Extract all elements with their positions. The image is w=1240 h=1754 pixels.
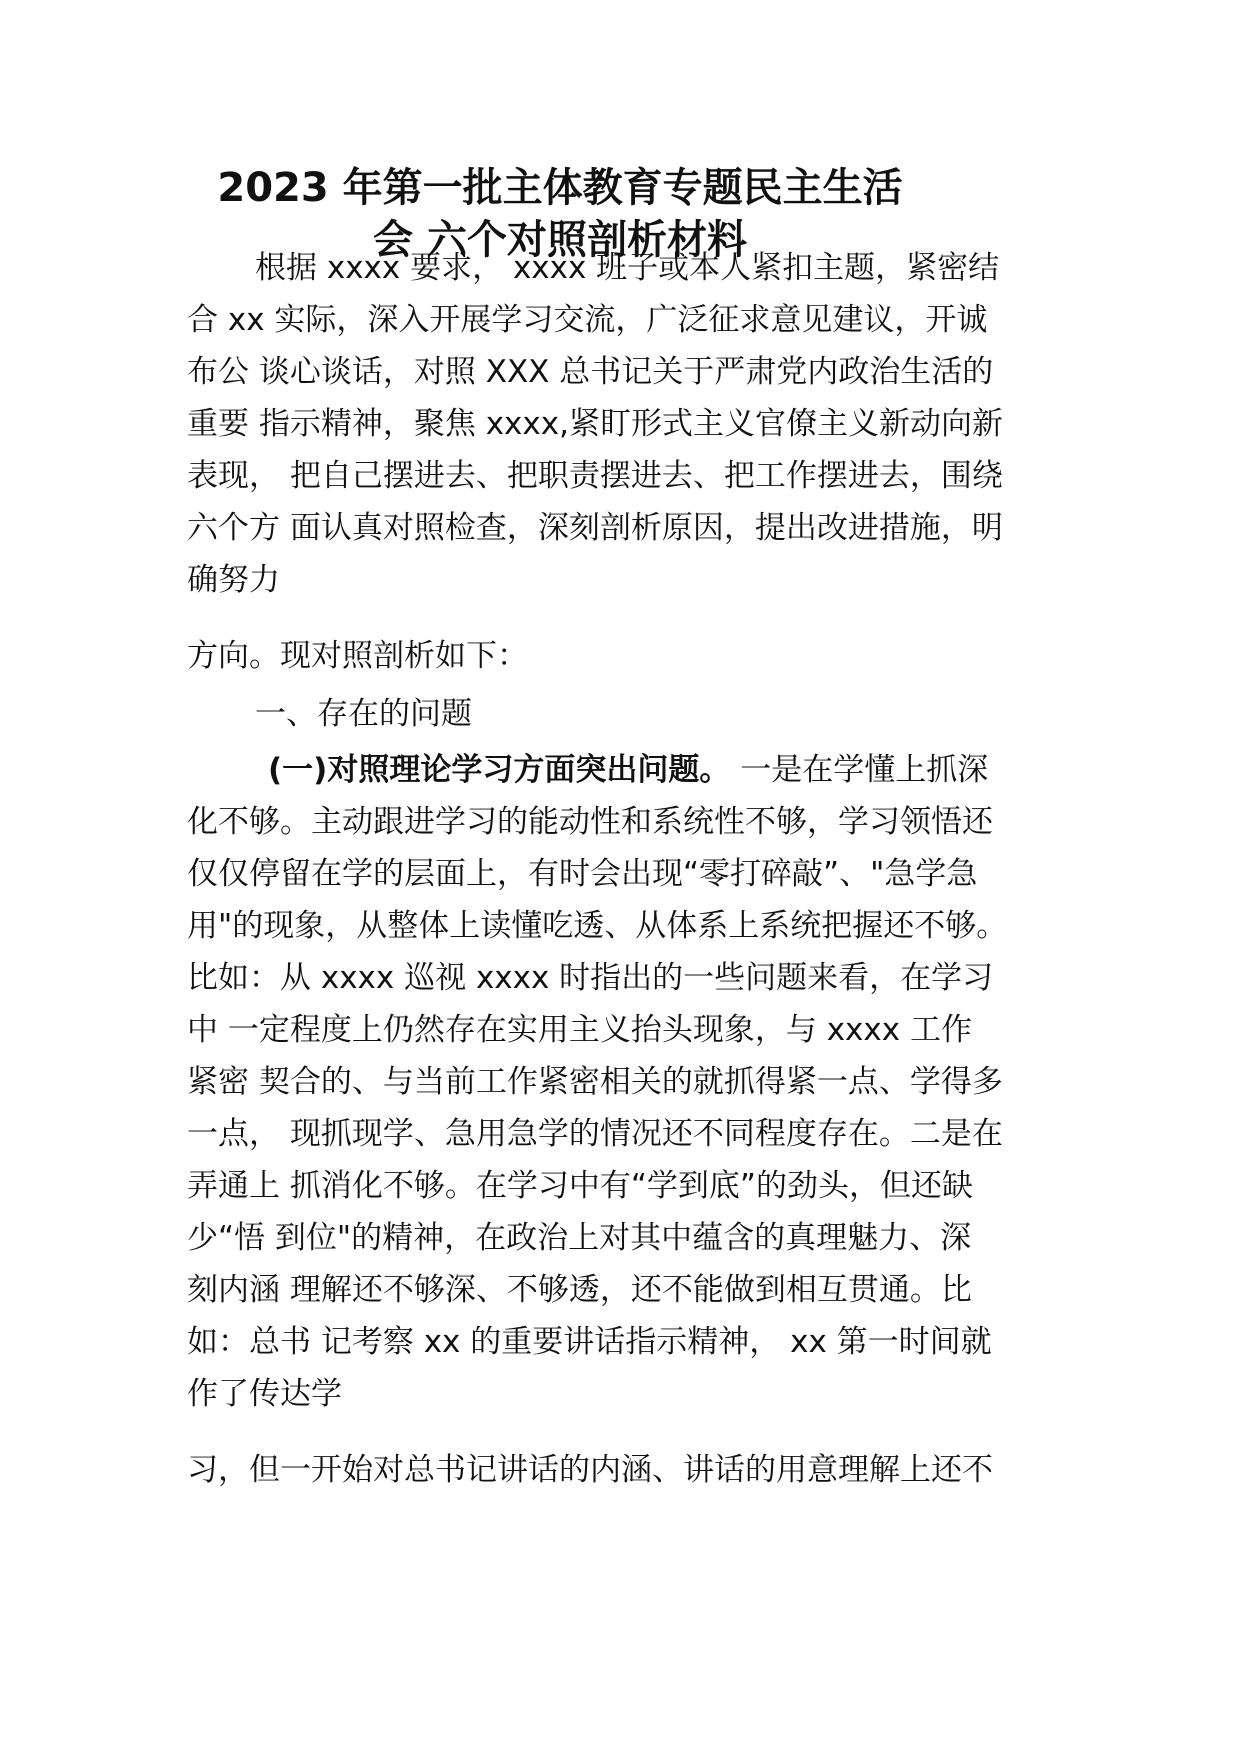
body-last-line: 习，但一开始对总书记讲话的内涵、讲话的用意理解上还不 [187, 1452, 993, 1488]
body-line-2: 仅仅停留在学的层面上，有时会出现“零打碎敲”、"急学急 [187, 856, 978, 892]
subsection-heading: (一)对照理论学习方面突出问题。 [268, 752, 731, 788]
body-line-6: 紧密 契合的、与当前工作紧密相关的就抓得紧一点、学得多 [187, 1064, 1003, 1100]
intro-line-4: 重要 指示精神，聚焦 xxxx,紧盯形式主义官僚主义新动向新 [187, 406, 1003, 442]
body-line-9: 少“悟 到位"的精神，在政治上对其中蕴含的真理魅力、深 [187, 1220, 972, 1256]
body-line-5: 中 一定程度上仍然存在实用主义抬头现象，与 xxxx 工作 [187, 1012, 972, 1048]
intro-line-2: 合 xx 实际，深入开展学习交流，广泛征求意见建议，开诚 [187, 302, 988, 338]
intro-line-6: 六个方 面认真对照检查，深刻剖析原因，提出改进措施，明 [187, 510, 1003, 546]
body-line-1: 化不够。主动跟进学习的能动性和系统性不够，学习领悟还 [187, 804, 993, 840]
intro-line-3: 布公 谈心谈话，对照 XXX 总书记关于严肃党内政治生活的 [187, 354, 994, 390]
section-heading: 一、存在的问题 [255, 696, 472, 732]
body-line-12: 作了传达学 [187, 1376, 342, 1412]
intro-line-1: 根据 xxxx 要求， xxxx 班子或本人紧扣主题，紧密结 [255, 250, 1000, 286]
document-title-line-1: 2023 年第一批主体教育专题民主生活 [217, 165, 903, 211]
body-line-4: 比如：从 xxxx 巡视 xxxx 时指出的一些问题来看，在学习 [187, 960, 994, 996]
subsection-first-line [268, 750, 988, 790]
intro-tail: 方向。现对照剖析如下： [187, 638, 528, 674]
document-title-line-2: 会 六个对照剖析材料 [373, 217, 747, 263]
body-line-8: 弄通上 抓消化不够。在学习中有“学到底”的劲头，但还缺 [187, 1168, 973, 1204]
intro-line-7: 确努力 [187, 562, 280, 598]
body-line-11: 如：总书 记考察 xx 的重要讲话指示精神， xx 第一时间就 [187, 1324, 992, 1360]
body-line-10: 刻内涵 理解还不够深、不够透，还不能做到相互贯通。比 [187, 1272, 972, 1308]
subsection-first-line-rest: 一是在学懂上抓深 [730, 752, 989, 788]
intro-line-5: 表现， 把自己摆进去、把职责摆进去、把工作摆进去，围绕 [187, 458, 1003, 494]
body-line-3: 用"的现象，从整体上读懂吃透、从体系上系统把握还不够。 [187, 908, 1008, 944]
body-line-7: 一点， 现抓现学、急用急学的情况还不同程度存在。二是在 [187, 1116, 1003, 1152]
